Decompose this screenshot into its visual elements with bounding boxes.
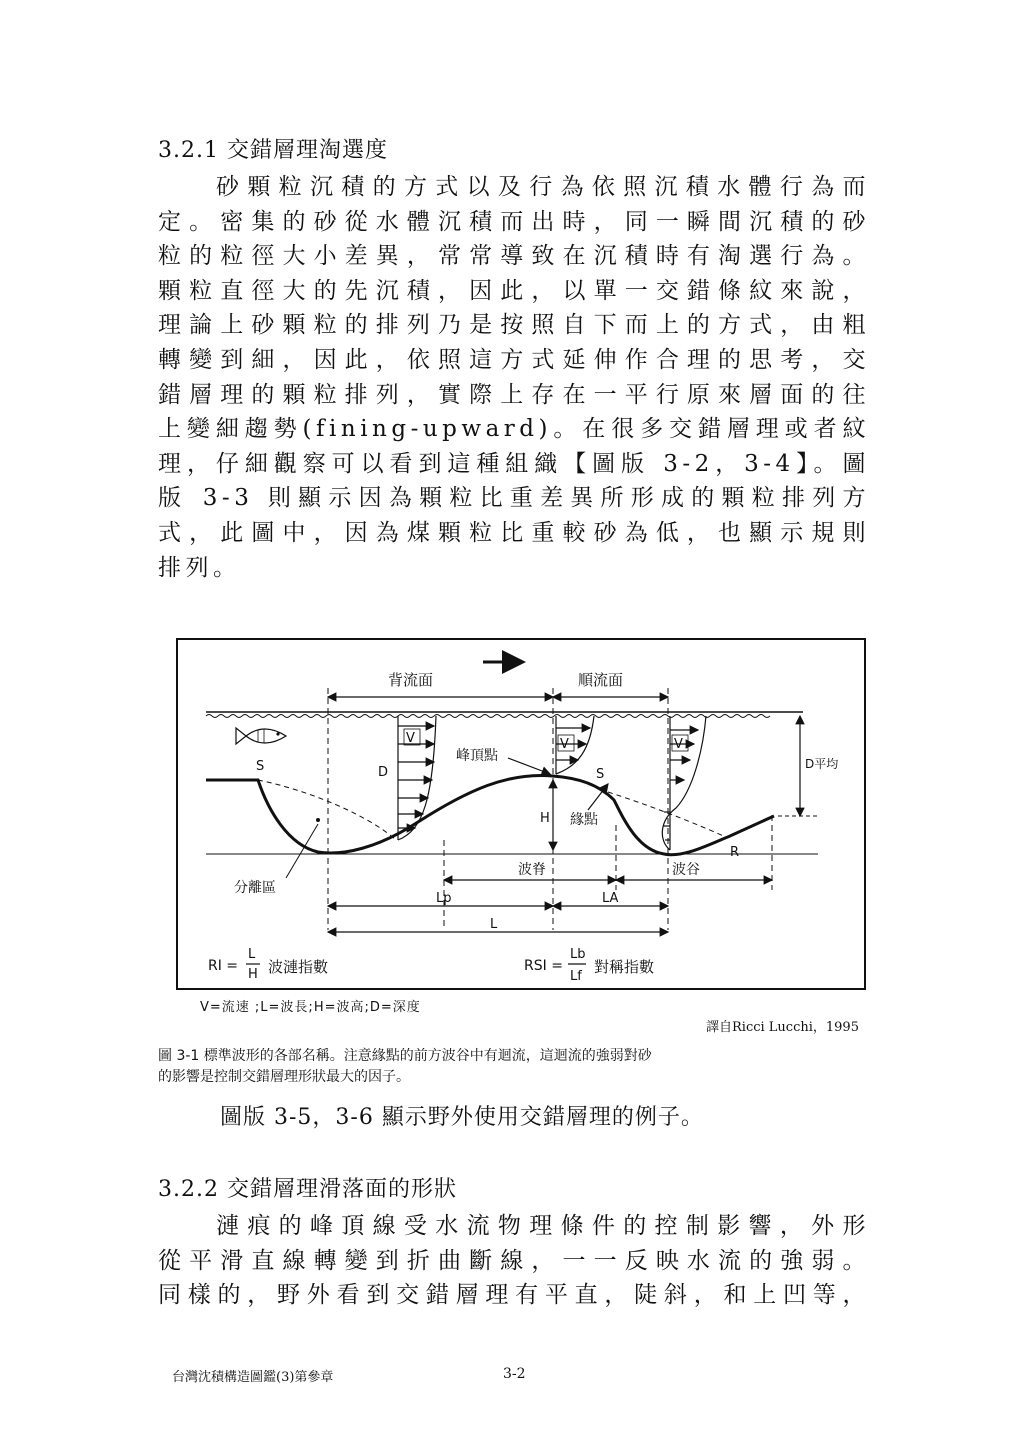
paragraph-line: 排列。: [158, 554, 241, 581]
stoss-label: 背流面: [388, 671, 434, 689]
lee-length-label: LA: [602, 891, 619, 906]
figure-legend: V=流速 ;L=波長;H=波高;D=深度: [200, 1000, 421, 1015]
paragraph-line: 漣痕的峰頂線受水流物理條件的控制影響，外形: [216, 1213, 870, 1239]
paragraph-line: 砂顆粒沉積的方式以及行為依照沉積水體行為而: [216, 174, 870, 200]
separation-dot: [316, 818, 320, 822]
paragraph-line: 理論上砂顆粒的排列乃是按照自下而上的方式，由粗: [158, 312, 870, 339]
paragraph-line: 定。密集的砂從水體沉積而出時，同一瞬間沉積的砂: [158, 208, 870, 235]
fish-icon: [236, 728, 286, 744]
ri-numerator: L: [248, 947, 256, 962]
paragraph-line: 錯層理的顆粒排列，實際上存在一平行原來層面的往: [158, 381, 870, 408]
trough-label: 波谷: [672, 862, 700, 878]
paragraph-line: 顆粒直徑大的先沉積，因此，以單一交錯條紋來說，: [158, 277, 870, 304]
ri-formula-lhs: RI =: [208, 958, 239, 974]
rsi-formula-lhs: RSI =: [524, 958, 563, 974]
velocity-label: V: [560, 737, 569, 752]
section-3-2-2-paragraph: [158, 1207, 870, 1311]
section-heading-3-2-2: 3.2.2 交錯層理滑落面的形狀: [158, 1177, 457, 1202]
crest-point-label: 峰頂點: [456, 748, 498, 764]
ripple-diagram: [178, 640, 864, 988]
depth-label: D: [378, 765, 389, 780]
plate-reference-text: 圖版 3-5，3-6 顯示野外使用交錯層理的例子。: [220, 1105, 704, 1130]
paragraph-line: 上變細趨勢(fining-upward)。在很多交錯層理或者紋: [158, 416, 870, 443]
caption-line: 圖 3-1 標準波形的各部名稱。注意緣點的前方波谷中有迴流，這迴流的強弱對砂: [158, 1048, 652, 1064]
mean-depth-label: D平均: [805, 757, 839, 771]
separation-point-label: S: [596, 767, 605, 782]
paragraph-line: 版 3-3 則顯示因為顆粒比重差異所形成的顆粒排列方: [158, 485, 870, 512]
section-heading-3-2-1: 3.2.1 交錯層理淘選度: [158, 138, 388, 163]
paragraph-line: 式，此圖中，因為煤顆粒比重較砂為低，也顯示規則: [158, 519, 870, 546]
paragraph-line: 理，仔細觀察可以看到這種組織【圖版 3-2，3-4】。圖: [158, 450, 870, 477]
section-3-2-1-paragraph: [158, 168, 870, 583]
paragraph-line: 同樣的，野外看到交錯層理有平直，陡斜，和上凹等，: [158, 1282, 870, 1309]
page-number: 3-2: [503, 1366, 526, 1382]
velocity-label: V: [406, 731, 415, 746]
ri-name: 波漣指數: [268, 958, 329, 976]
reattachment-point-label: R: [730, 845, 740, 860]
paragraph-line: 轉變到細，因此，依照這方式延伸作合理的思考，交: [158, 346, 870, 373]
lee-label: 順流面: [578, 671, 624, 689]
paragraph-line: 從平滑直線轉變到折曲斷線，一一反映水流的強弱。: [158, 1247, 870, 1274]
velocity-profile-3: [662, 716, 706, 850]
rsi-name: 對稱指數: [594, 958, 655, 976]
caption-line: 的影響是控制交錯層理形狀最大的因子。: [158, 1069, 410, 1085]
crest-label: 波脊: [518, 862, 546, 878]
rsi-numerator: Lb: [570, 947, 586, 962]
wavelength-label: L: [490, 917, 498, 932]
stoss-length-label: Lp: [436, 891, 452, 906]
separation-zone-label: 分離區: [234, 880, 276, 896]
velocity-label: V: [674, 737, 683, 752]
footer-title: 台灣沈積構造圖鑑(3)第參章: [172, 1370, 334, 1385]
water-ripple-pattern: [206, 715, 770, 718]
separation-streamline: [258, 780, 396, 840]
rsi-denominator: Lf: [570, 969, 582, 984]
height-label: H: [540, 811, 550, 826]
figure-source: 譯自Ricci Lucchi，1995: [706, 1020, 859, 1035]
figure-caption: [158, 1046, 870, 1088]
paragraph-line: 粒的粒徑大小差異，常常導致在沉積時有淘選行為。: [158, 243, 870, 270]
ri-denominator: H: [248, 967, 258, 982]
brink-point-label: 緣點: [570, 812, 598, 828]
ripple-diagram-figure: [176, 638, 866, 990]
separation-point-label: S: [256, 759, 265, 774]
